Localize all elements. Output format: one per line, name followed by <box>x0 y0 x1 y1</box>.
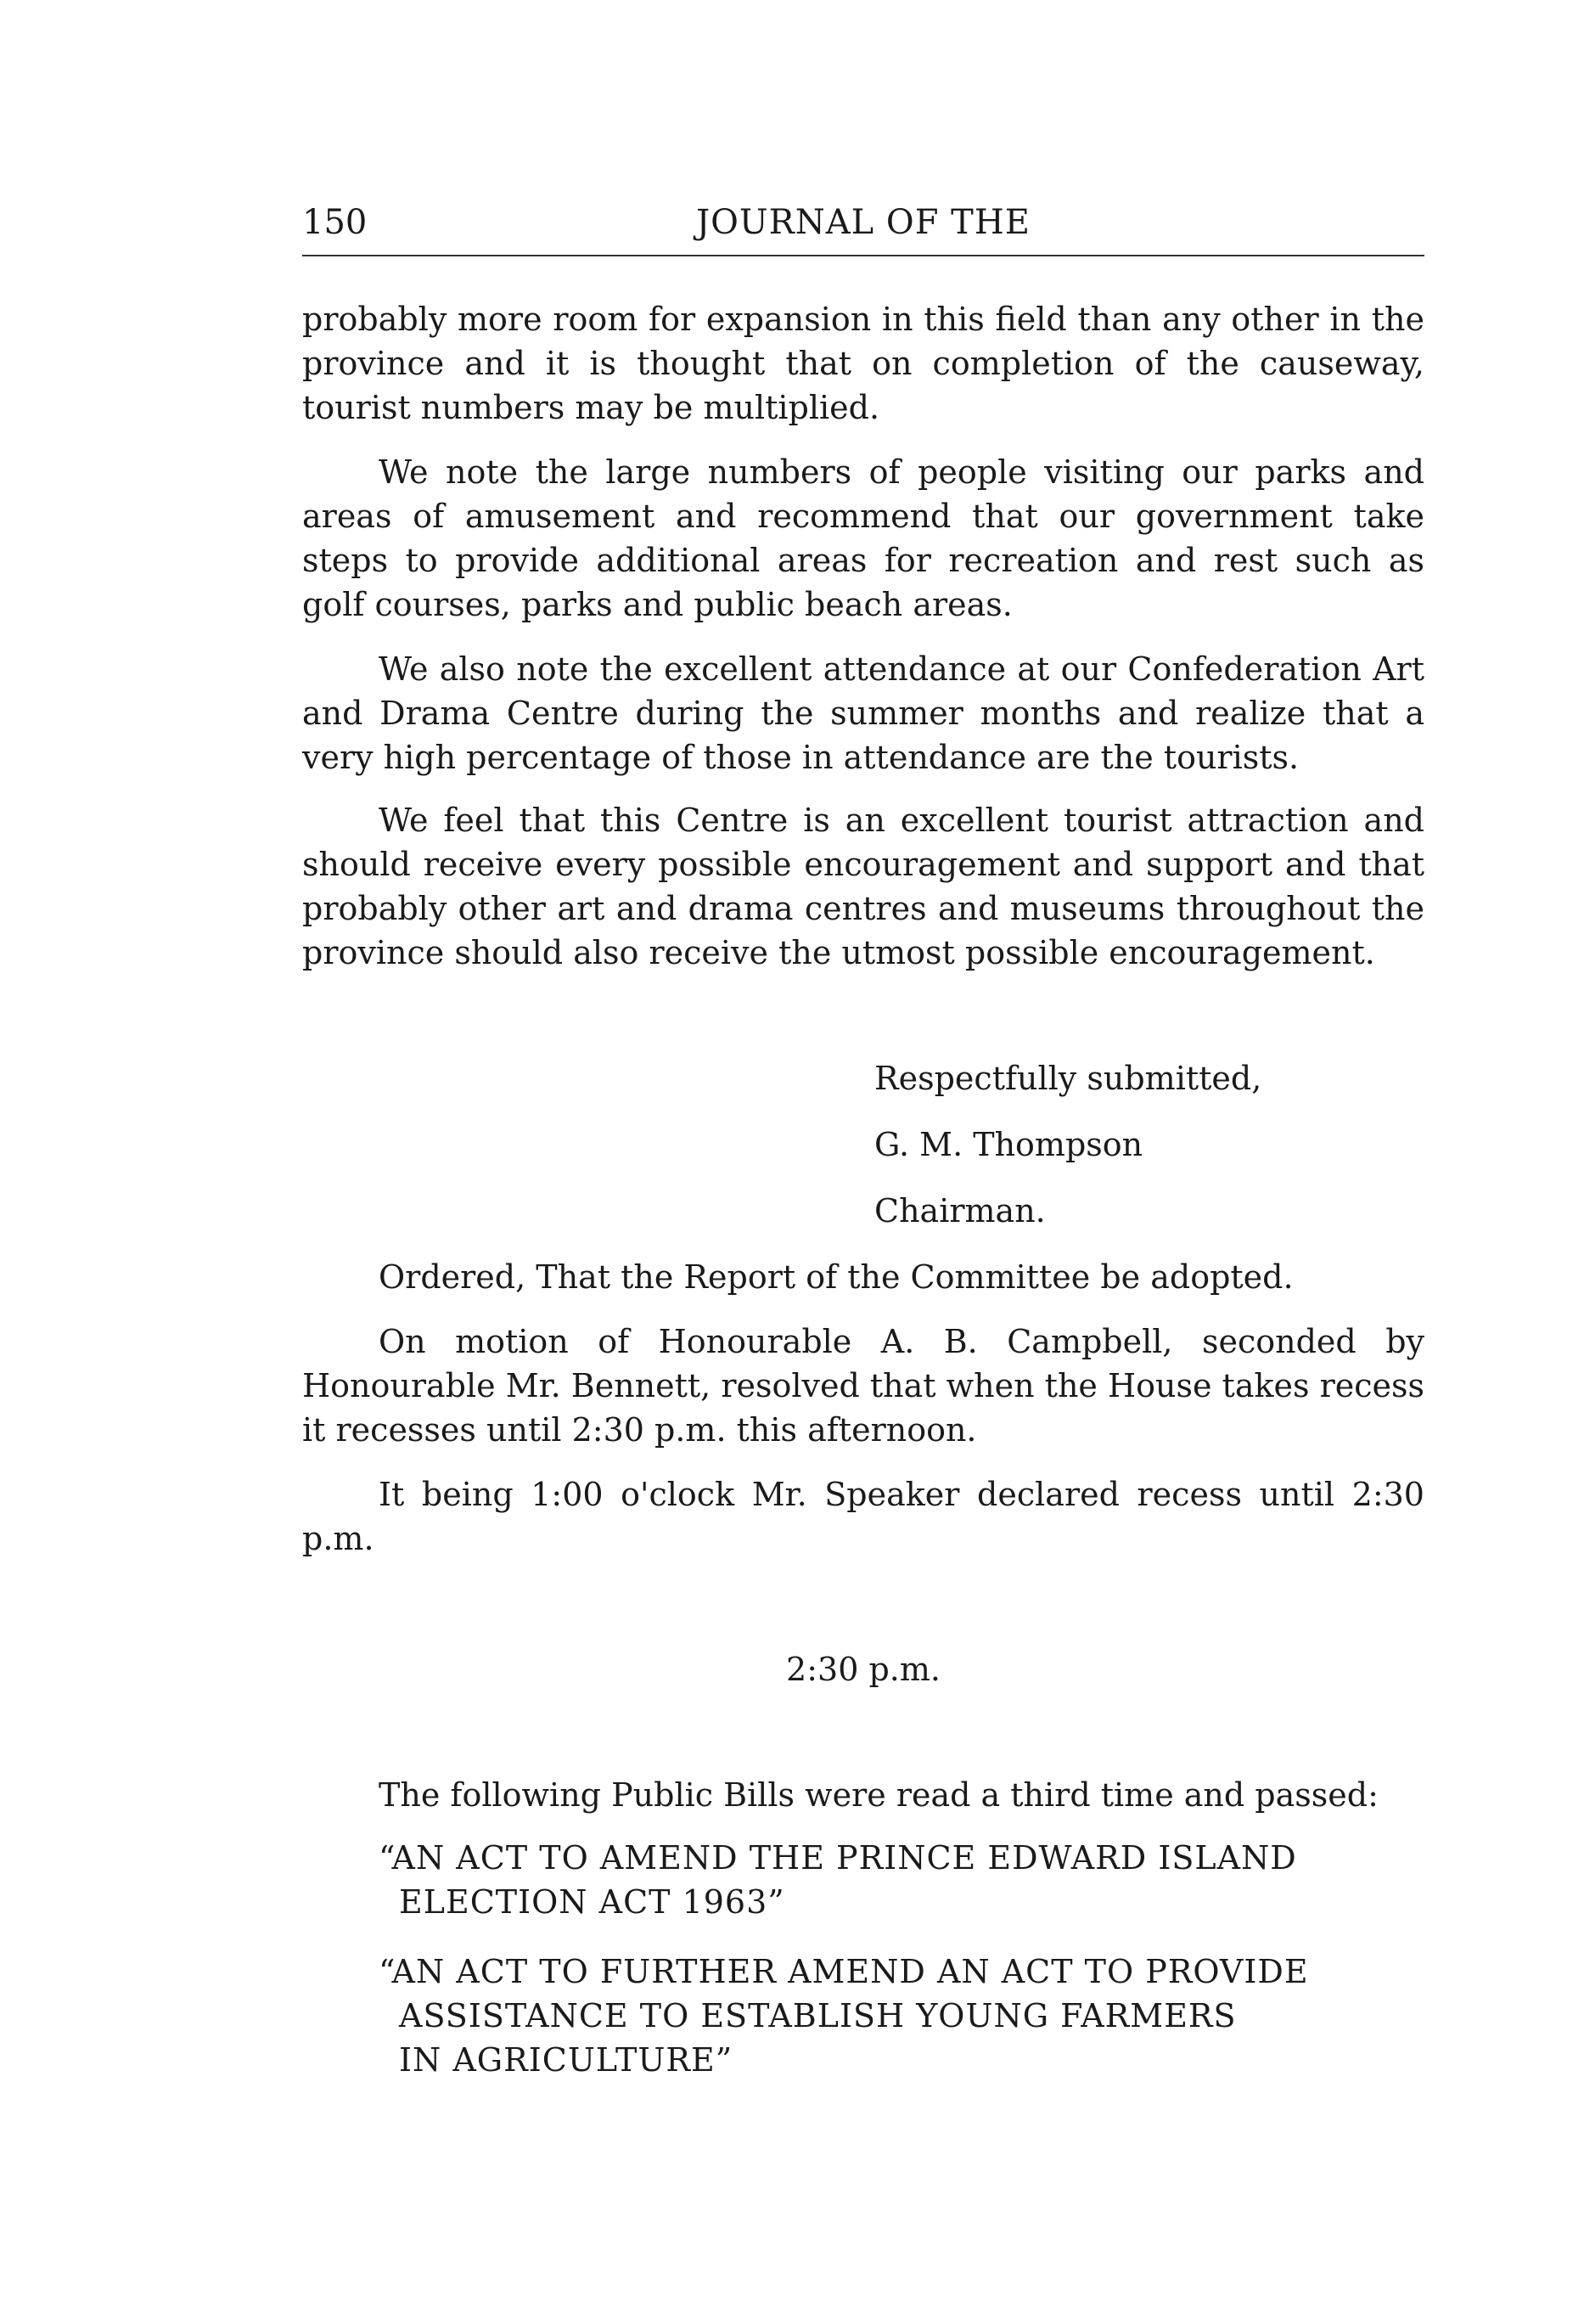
signature-name: G. M. Thompson <box>874 1126 1143 1163</box>
paragraph-ordered: Ordered, That the Report of the Committee be adopted. <box>379 1258 1294 1296</box>
paragraph-motion: On motion of Honourable A. B. Campbell, seconded by Honourable Mr. Bennett, resolved that when the House takes recess it recesses until 2:30 p.m. this afternoon. <box>302 1323 1424 1449</box>
running-head: JOURNAL OF THE <box>696 203 1031 242</box>
page-header <box>302 197 1424 248</box>
bill-title-line: “AN ACT TO FURTHER AMEND AN ACT TO PROVIDE <box>379 1953 1309 1990</box>
page-number: 150 <box>302 203 368 242</box>
afternoon-time-heading: 2:30 p.m. <box>786 1651 941 1688</box>
paragraph-recess: It being 1:00 o'clock Mr. Speaker declared recess until 2:30 p.m. <box>302 1476 1424 1557</box>
paragraph-parks: We note the large numbers of people visiting our parks and areas of amusement and recommend that our government take steps to provide additional areas for recreation and rest such as golf courses, parks and public beach areas. <box>302 453 1424 623</box>
paragraph-bills-intro: The following Public Bills were read a third time and passed: <box>379 1776 1379 1814</box>
header-rule <box>302 255 1424 256</box>
signature-title: Chairman. <box>874 1192 1046 1230</box>
bill-young-farmers <box>379 1950 1424 2082</box>
paragraph-tourist-attraction: We feel that this Centre is an excellent tourist attraction and should receive every possible encouragement and support and that probably other art and drama centres and museums throughout the province should also receive the utmost possible encouragement. <box>302 802 1424 971</box>
bill-title-line: IN AGRICULTURE” <box>399 2041 733 2079</box>
bill-title-line: “AN ACT TO AMEND THE PRINCE EDWARD ISLAND <box>379 1839 1297 1877</box>
paragraph-confederation-centre: We also note the excellent attendance at our Confederation Art and Drama Centre during the summer months and realize that a very high percentage of those in attendance are the tourists. <box>302 650 1424 776</box>
bill-title-line: ELECTION ACT 1963” <box>399 1883 785 1921</box>
paragraph-continuation: probably more room for expansion in this field than any other in the province and it is thought that on completion of the causeway, tourist numbers may be multiplied. <box>302 301 1424 426</box>
bill-title-line: ASSISTANCE TO ESTABLISH YOUNG FARMERS <box>399 1997 1237 2034</box>
bill-election-act <box>379 1836 1424 1924</box>
signature-closing: Respectfully submitted, <box>874 1060 1262 1097</box>
